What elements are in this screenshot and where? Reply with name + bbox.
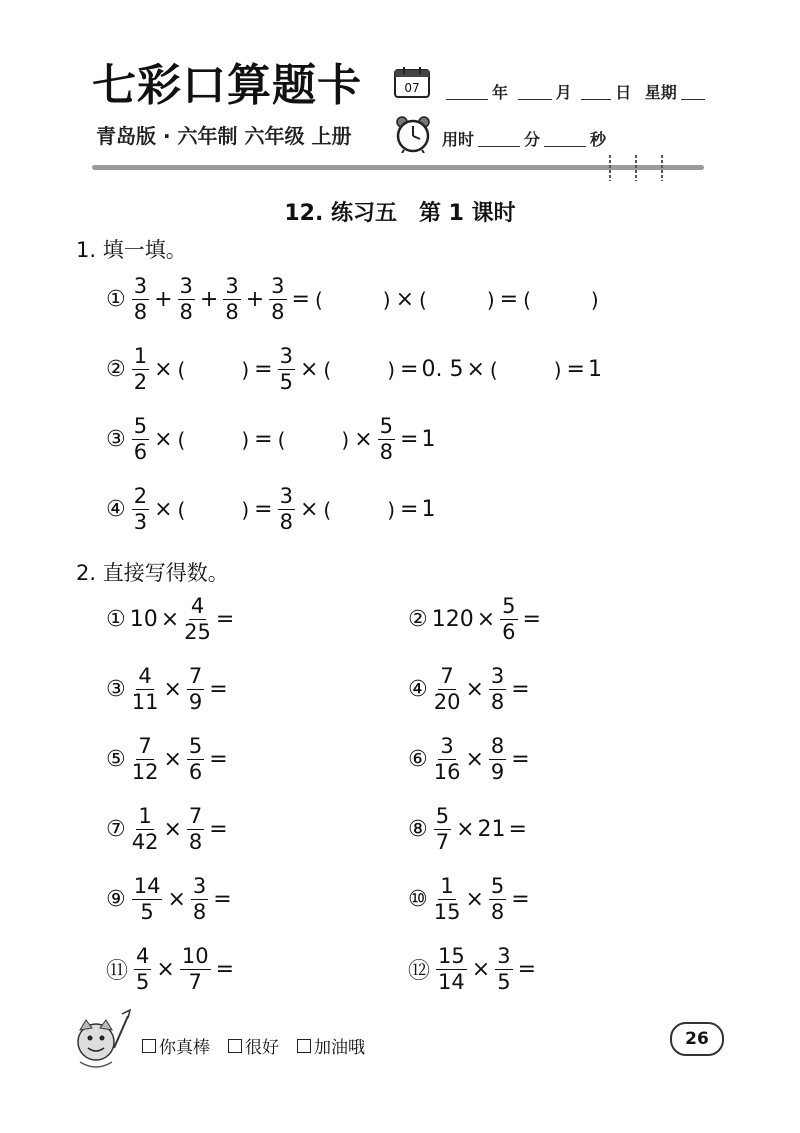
fraction: $\frac{3}{5}$: [497, 944, 511, 994]
fraction: $\frac{5}{6}$: [133, 414, 148, 464]
item-marker: ④: [408, 677, 428, 702]
fraction: $\frac{3}{5}$: [279, 344, 293, 394]
fraction: $\frac{3}{16}$: [433, 734, 461, 784]
item-marker: ⑨: [106, 887, 126, 912]
calc-item-2: ② 120 × $\frac{5}{6}$ =: [408, 594, 541, 644]
item-marker: ④: [106, 497, 126, 522]
fraction: $\frac{7}{9}$: [188, 664, 203, 714]
calendar-icon: [394, 66, 430, 98]
result-value: 1: [587, 357, 602, 382]
fill-item-1: ① $\frac{3}{8}$ + $\frac{3}{8}$ + $\frac{3}{8}$ + $\frac{3}{8}$ = ( ) × ( ) = ( ): [106, 274, 599, 324]
mascot-icon: [70, 1008, 132, 1072]
fraction: $\frac{5}{8}$: [490, 874, 505, 924]
fraction: $\frac{4}{5}$: [136, 944, 150, 994]
fraction: $\frac{7}{20}$: [433, 664, 461, 714]
item-marker: ⑩: [408, 887, 428, 912]
fraction: $\frac{1}{42}$: [131, 804, 159, 854]
fraction: $\frac{3}{8}$: [279, 484, 293, 534]
result-value: 1: [421, 497, 436, 522]
date-fields: 年 月 日 星期: [442, 80, 709, 103]
calc-item-12: ⑫ $\frac{15}{14}$ × $\frac{3}{5}$ =: [408, 944, 536, 994]
checkbox-icon: [228, 1039, 242, 1053]
fraction: $\frac{14}{5}$: [133, 874, 161, 924]
whole-number: 10: [129, 607, 158, 632]
calc-item-10: ⑩ $\frac{1}{15}$ × $\frac{5}{8}$ =: [408, 874, 530, 924]
rating-option-great[interactable]: 你真棒: [142, 1033, 210, 1058]
calc-item-6: ⑥ $\frac{3}{16}$ × $\frac{8}{9}$ =: [408, 734, 530, 784]
checkbox-icon: [142, 1039, 156, 1053]
section1-heading: 1. 填一填。: [76, 238, 187, 262]
item-marker: ①: [106, 607, 126, 632]
fill-item-3: ③ $\frac{5}{6}$ × ( ) = ( ) × $\frac{5}{8}$ = 1: [106, 414, 436, 464]
binder-ring: [608, 155, 612, 181]
header-rule: [92, 165, 704, 170]
fraction: $\frac{3}{8}$: [133, 274, 148, 324]
binder-ring: [634, 155, 638, 181]
fraction: $\frac{5}{7}$: [435, 804, 450, 854]
time-fields: 用时 分 秒: [442, 130, 607, 149]
fraction: $\frac{3}{8}$: [225, 274, 239, 324]
fraction: $\frac{7}{8}$: [188, 804, 203, 854]
lesson-title: 12. 练习五 第 1 课时: [284, 201, 516, 226]
fraction: $\frac{10}{7}$: [181, 944, 209, 994]
fill-item-4: ④ $\frac{2}{3}$ × ( ) = $\frac{3}{8}$ × ( ) = 1: [106, 484, 436, 534]
weekday-blank[interactable]: [681, 85, 705, 100]
fraction: $\frac{5}{6}$: [502, 594, 516, 644]
fraction: $\frac{3}{8}$: [192, 874, 207, 924]
item-marker: ⑤: [106, 747, 126, 772]
item-marker: ⑦: [106, 817, 126, 842]
calc-item-9: ⑨ $\frac{14}{5}$ × $\frac{3}{8}$ =: [106, 874, 232, 924]
whole-number: 21: [477, 817, 506, 842]
year-blank[interactable]: [446, 85, 488, 100]
whole-number: 120: [431, 607, 474, 632]
fill-item-2: ② $\frac{1}{2}$ × ( ) = $\frac{3}{5}$ × ( ) = 0. 5 × ( ) = 1: [106, 344, 602, 394]
month-blank[interactable]: [518, 85, 552, 100]
fraction: $\frac{8}{9}$: [490, 734, 505, 784]
fraction: $\frac{4}{11}$: [131, 664, 159, 714]
calc-item-7: ⑦ $\frac{1}{42}$ × $\frac{7}{8}$ =: [106, 804, 228, 854]
item-marker: ②: [106, 357, 126, 382]
fraction: $\frac{5}{6}$: [188, 734, 203, 784]
edition-label: 青岛版 · 六年制 六年级 上册: [96, 124, 352, 148]
checkbox-icon: [297, 1039, 311, 1053]
item-marker: ①: [106, 287, 126, 312]
calc-item-3: ③ $\frac{4}{11}$ × $\frac{7}{9}$ =: [106, 664, 228, 714]
item-marker: ⑥: [408, 747, 428, 772]
second-blank[interactable]: [544, 132, 586, 147]
decimal-value: 0. 5: [421, 357, 464, 382]
fraction: $\frac{3}{8}$: [271, 274, 285, 324]
self-rating: [142, 1033, 365, 1058]
item-marker: ③: [106, 677, 126, 702]
item-marker: ⑧: [408, 817, 428, 842]
fraction: $\frac{5}{8}$: [379, 414, 394, 464]
brand-title: 七彩口算题卡: [92, 60, 362, 111]
fraction: $\frac{3}{8}$: [490, 664, 505, 714]
result-value: 1: [421, 427, 436, 452]
day-blank[interactable]: [581, 85, 611, 100]
fraction: $\frac{15}{14}$: [438, 944, 465, 994]
rating-option-keep-going[interactable]: 加油哦: [297, 1033, 365, 1058]
calendar-day: 07: [404, 81, 420, 95]
rating-option-good[interactable]: 很好: [228, 1033, 279, 1058]
calc-item-11: ⑪ $\frac{4}{5}$ × $\frac{10}{7}$ =: [106, 944, 234, 994]
fraction: $\frac{4}{25}$: [184, 594, 211, 644]
calc-item-5: ⑤ $\frac{7}{12}$ × $\frac{5}{6}$ =: [106, 734, 228, 784]
section2-heading: 2. 直接写得数。: [76, 561, 229, 585]
calc-item-1: ① 10 × $\frac{4}{25}$ =: [106, 594, 235, 644]
fraction: $\frac{1}{15}$: [433, 874, 461, 924]
fraction: $\frac{1}{2}$: [133, 344, 148, 394]
page-number: 26: [670, 1022, 724, 1056]
item-marker: ②: [408, 607, 428, 632]
item-marker: ⑪: [106, 959, 129, 984]
binder-ring: [660, 155, 664, 181]
fraction: $\frac{7}{12}$: [131, 734, 159, 784]
minute-blank[interactable]: [478, 132, 520, 147]
alarm-clock-icon: [394, 115, 432, 153]
fraction: $\frac{3}{8}$: [179, 274, 193, 324]
item-marker: ⑫: [408, 959, 431, 984]
item-marker: ③: [106, 427, 126, 452]
fraction: $\frac{2}{3}$: [133, 484, 148, 534]
calc-item-4: ④ $\frac{7}{20}$ × $\frac{3}{8}$ =: [408, 664, 530, 714]
calc-item-8: ⑧ $\frac{5}{7}$ × 21 =: [408, 804, 527, 854]
